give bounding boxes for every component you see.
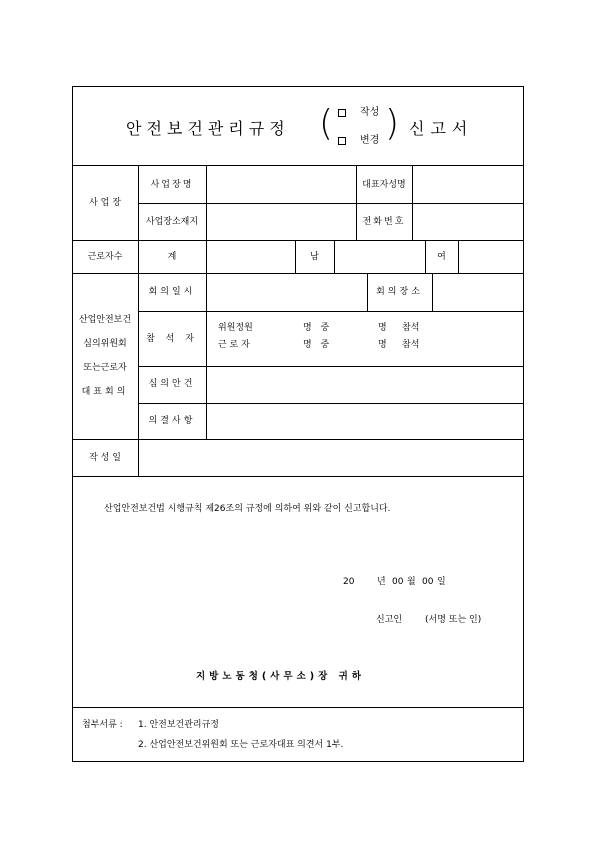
rule (138, 165, 139, 476)
input-agenda[interactable] (207, 367, 523, 403)
label-workers-total: 계 (167, 252, 177, 262)
label-decision: 의결사항 (148, 416, 196, 426)
attachments-label: 첨부서류 : (82, 720, 123, 730)
rule (356, 165, 357, 240)
signer-label: 신고인 (376, 615, 403, 625)
label-workers-female: 여 (437, 252, 446, 262)
rule (72, 707, 524, 708)
input-workers-total[interactable] (207, 241, 295, 273)
date-day: 00 (422, 577, 434, 587)
rule (138, 311, 524, 312)
attendees-row1-unit2: 명 (378, 323, 387, 333)
input-meeting-place[interactable] (433, 274, 523, 311)
attendees-row2-unit1: 명 중 (303, 340, 333, 350)
rule (72, 240, 524, 241)
form-title-suffix: 신고서 (409, 119, 474, 138)
date-month: 00 (392, 577, 404, 587)
label-phone: 전화번호 (362, 217, 406, 227)
input-workers-male[interactable] (335, 241, 425, 273)
attendees-row2-who: 근 로 자 (218, 340, 250, 350)
section-meeting-line: 대표회의 (81, 387, 129, 397)
label-rep-name: 대표자성명 (362, 180, 406, 190)
section-meeting (72, 314, 138, 398)
section-workplace: 사 업 장 (89, 198, 121, 208)
date-day-unit: 일 (437, 577, 446, 587)
input-decision[interactable] (207, 404, 523, 439)
attendees-row2-suffix: 참석 (402, 340, 420, 350)
label-agenda: 심의안건 (148, 379, 196, 389)
checkbox-change[interactable] (338, 137, 346, 145)
attendees-row1-suffix: 참석 (402, 323, 420, 333)
label-written-date: 작 성 일 (89, 453, 121, 463)
label-workplace-name: 사업장명 (150, 180, 194, 190)
label-attendees: 참 석 자 (146, 334, 198, 344)
input-meeting-date[interactable] (207, 274, 367, 311)
input-address[interactable] (207, 204, 356, 240)
label-workers-male: 남 (310, 252, 319, 262)
input-workplace-name[interactable] (207, 166, 356, 203)
attendees-row2-unit2: 명 (378, 340, 387, 350)
input-workers-female[interactable] (459, 241, 523, 273)
input-phone[interactable] (413, 204, 523, 240)
open-paren: ( (319, 103, 334, 144)
date-year-unit: 년 (377, 577, 386, 587)
attachment-item: 2. 산업안전보건위원회 또는 근로자대표 의견서 1부. (138, 740, 344, 750)
declaration-text: 산업안전보건법 시행규칙 제26조의 규정에 의하여 위와 같이 신고합니다. (104, 504, 391, 514)
attendees-row1-who: 위원정원 (218, 323, 253, 333)
date-year-prefix: 20 (343, 577, 355, 587)
label-meeting-place: 회의장소 (376, 287, 423, 297)
option-write: 작성 (360, 107, 380, 118)
option-change: 변경 (360, 135, 380, 146)
input-written-date[interactable] (139, 440, 523, 476)
rule (72, 476, 524, 477)
section-meeting-line: 또는근로자 (83, 363, 127, 373)
attendees-row1-unit1: 명 중 (303, 323, 333, 333)
date-month-unit: 월 (407, 577, 416, 587)
checkbox-write[interactable] (338, 109, 346, 117)
close-paren: ) (385, 103, 400, 144)
section-meeting-line: 산업안전보건 (78, 315, 132, 325)
addressee: 지방노동청(사무소)장 귀하 (196, 671, 365, 682)
label-address: 사업장소재지 (145, 217, 199, 227)
label-workers: 근로자수 (87, 252, 123, 262)
attachment-item: 1. 안전보건관리규정 (138, 720, 220, 730)
form-title: 안전보건관리규정 (126, 119, 290, 138)
section-meeting-line: 심의위원회 (83, 339, 127, 349)
label-meeting-date: 회의일시 (148, 287, 196, 297)
signer-note: (서명 또는 인) (425, 615, 482, 625)
input-rep-name[interactable] (413, 166, 523, 203)
